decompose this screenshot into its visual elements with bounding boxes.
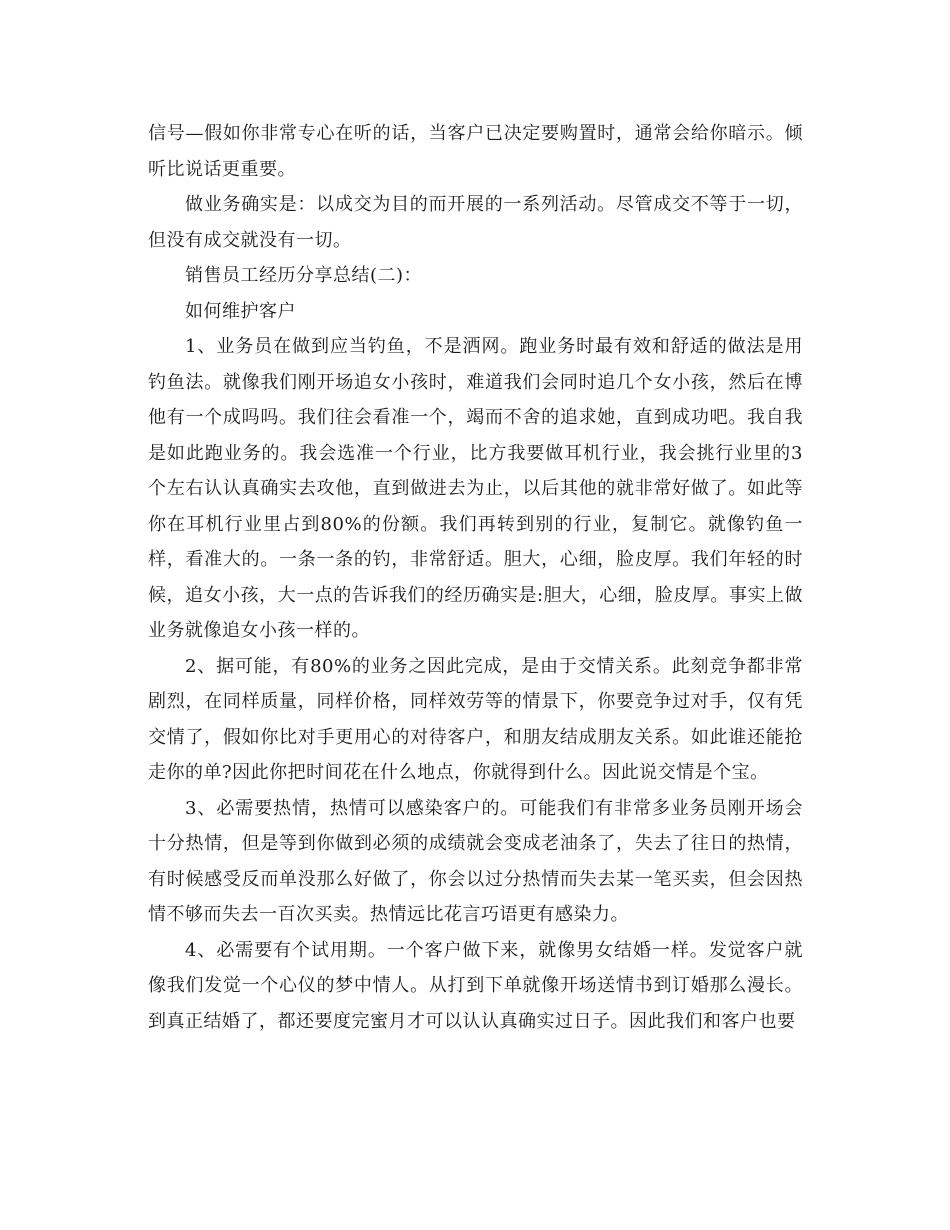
subheading-maintain-customers: 如何维护客户 [185,300,296,322]
paragraph-point-2: 2、据可能，有80%的业务之因此完成，是由于交情关系。此刻竞争都非常剧烈，在同样质量，同样价格，同样效劳等的情景下，你要竞争过对手，仅有凭交情了，假如你比对手更用心的对待客户，和朋友结成朋友关系。如此谁还能抢走你的单?因此你把时间花在什么地点，你就得到什么。因此说交情是个宝。 [148,655,803,783]
document-body [148,116,803,1039]
paragraph-point-3: 3、必需要热情，热情可以感染客户的。可能我们有非常多业务员刚开场会十分热情，但是等到你做到必须的成绩就会变成老油条了，失去了往日的热情，有时候感受反而单没那么好做了，你会以过分热情而失去某一笔买卖，但会因热情不够而失去一百次买卖。热情远比花言巧语更有感染力。 [148,797,803,925]
paragraph-point-1: 1、业务员在做到应当钓鱼，不是洒网。跑业务时最有效和舒适的做法是用钓鱼法。就像我们刚开场追女小孩时，难道我们会同时追几个女小孩，然后在博他有一个成吗吗。我们往会看准一个，竭而不舍的追求她，直到成功吧。我自我是如此跑业务的。我会选准一个行业，比方我要做耳机行业，我会挑行业里的3个左右认认真确实去攻他，直到做进去为止，以后其他的就非常好做了。如此等你在耳机行业里占到80%的份额。我们再转到别的行业，复制它。就像钓鱼一样，看准大的。一条一条的钓，非常舒适。胆大，心细，脸皮厚。我们年轻的时候，追女小孩，大一点的告诉我们的经历确实是:胆大，心细，脸皮厚。事实上做业务就像追女小孩一样的。 [148,336,803,641]
paragraph-listening-continuation: 信号—假如你非常专心在听的话，当客户已决定要购置时，通常会给你暗示。倾听比说话更重要。 [148,123,803,180]
paragraph-point-4: 4、必需要有个试用期。一个客户做下来，就像男女结婚一样。发觉客户就像我们发觉一个心仪的梦中情人。从打到下单就像开场送情书到订婚那么漫长。到真正结婚了，都还要度完蜜月才可以认认真确实过日子。因此我们和客户也要 [148,939,803,1032]
section-heading-sales-summary: 销售员工经历分享总结(二)： [185,265,423,286]
paragraph-business-definition: 做业务确实是：以成交为目的而开展的一系列活动。尽管成交不等于一切，但没有成交就没有一切。 [148,194,803,251]
